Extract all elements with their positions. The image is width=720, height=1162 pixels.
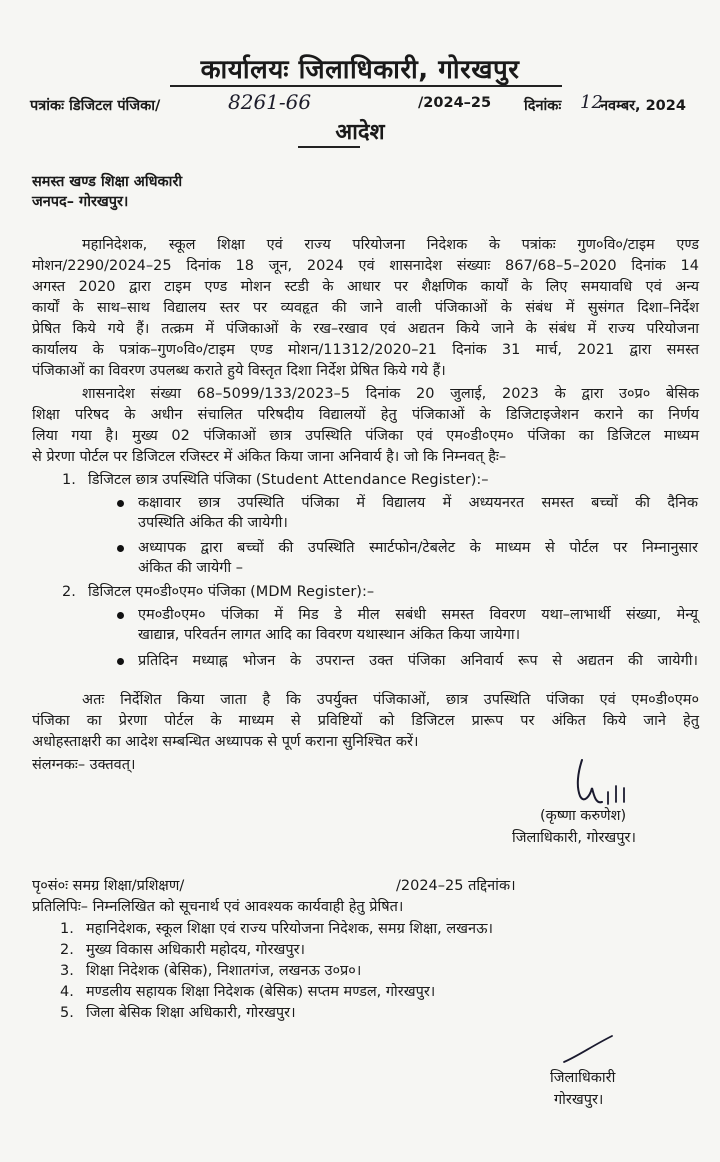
date-day-handwritten: 12	[580, 92, 603, 113]
recipient-text: मुख्य विकास अधिकारी महोदय, गोरखपुर।	[86, 942, 306, 958]
recipient-number: 2.	[60, 942, 74, 958]
reference-year: /2024–25	[418, 95, 492, 111]
signatory-designation: जिलाधिकारी, गोरखपुर।	[512, 830, 636, 846]
item-1-title: डिजिटल छात्र उपस्थिति पंजिका (Student Attendance Register):–	[88, 472, 489, 488]
paragraph-3-line: अतः निर्देशित किया जाता है कि उपर्युक्त पंजिकाओं, छात्र उपस्थिति पंजिका एवं एम०डी०एम०	[82, 692, 699, 708]
paragraph-3-line: पंजिका का प्रेरणा पोर्टल के माध्यम से प्रविष्टियों को डिजिटल प्रारूप पर अंकित किये जाने हेतु	[32, 713, 699, 729]
paragraph-1-line: कार्यों के साथ–साथ विद्यालय स्तर पर व्यवहृत की जाने वाली पंजिकाओं के संबंध में सुसंगत दिशा–निर्देश	[32, 300, 699, 316]
paragraph-3-line: अधोहस्ताक्षरी का आदेश सम्बन्धित अध्यापक से पूर्ण कराना सुनिश्चित करें।	[32, 734, 419, 750]
office-title: कार्यालयः जिलाधिकारी, गोरखपुर	[200, 55, 520, 85]
bullet-dot	[117, 658, 124, 665]
paragraph-2-line: शासनादेश संख्या 68–5099/133/2023–5 दिनांक 20 जुलाई, 2023 के द्वारा उ०प्र० बेसिक	[82, 386, 699, 402]
date-label: दिनांकः	[524, 98, 562, 114]
bullet-dot	[117, 612, 124, 619]
title-underline	[170, 85, 562, 87]
item-1-number: 1.	[62, 472, 76, 488]
endorsement-signature-mark	[560, 1032, 620, 1068]
endorsement-reference-label: पृ०सं०ः समग्र शिक्षा/प्रशिक्षण/	[32, 878, 185, 894]
endorsement-signatory-designation: जिलाधिकारी	[550, 1070, 616, 1086]
signature-mark	[568, 752, 648, 812]
recipient-text: शिक्षा निदेशक (बेसिक), निशातगंज, लखनऊ उ०प्र०।	[86, 963, 362, 979]
signatory-name: (कृष्णा करुणेश)	[540, 808, 627, 824]
paragraph-1-line: महानिदेशक, स्कूल शिक्षा एवं राज्य परियोजना निदेशक के पत्रांकः गुण०वि०/टाइम एण्ड	[82, 237, 699, 253]
item-1-bullet-1-line: कक्षावार छात्र उपस्थिति पंजिका में विद्यालय में अध्ययनरत समस्त बच्चों की दैनिक	[138, 495, 698, 511]
recipient-text: जिला बेसिक शिक्षा अधिकारी, गोरखपुर।	[86, 1005, 296, 1021]
addressee-line-1: समस्त खण्ड शिक्षा अधिकारी	[32, 174, 183, 190]
recipient-number: 3.	[60, 963, 74, 979]
item-2-bullet-2-line: प्रतिदिन मध्याह्न भोजन के उपरान्त उक्त पंजिका अनिवार्य रूप से अद्यतन की जायेगी।	[138, 653, 698, 669]
date-month-year: नवम्बर, 2024	[600, 98, 686, 114]
recipient-number: 4.	[60, 984, 74, 1000]
recipient-number: 1.	[60, 921, 74, 937]
paragraph-1-line: प्रेषित किये गये हैं। तत्क्रम में पंजिकाओं के रख–रखाव एवं अद्यतन किये जाने के संबंध में राज्य परियोजना	[32, 321, 699, 337]
recipient-number: 5.	[60, 1005, 74, 1021]
paragraph-1-line: अगस्त 2020 द्वारा टाइम एण्ड मोशन स्टडी के आधार पर शैक्षणिक कार्यों के लिए समयावधि एवं अन्य	[32, 279, 699, 295]
paragraph-1-line: कार्यालय के पत्रांक–गुण०वि०/टाइम एण्ड मोशन/11312/2020–21 दिनांक 31 मार्च, 2021 द्वारा समस्त	[32, 342, 699, 358]
addressee-line-2: जनपद– गोरखपुर।	[32, 194, 129, 210]
item-1-bullet-1-line: उपस्थिति अंकित की जायेगी।	[138, 515, 288, 531]
item-2-number: 2.	[62, 584, 76, 600]
paragraph-2-line: से प्रेरणा पोर्टल पर डिजिटल रजिस्टर में अंकित किया जाना अनिवार्य है। जो कि निम्नवत् हैः–	[32, 449, 507, 465]
endorsement-reference-year: /2024–25 तद्दिनांक।	[396, 878, 516, 894]
reference-label: पत्रांकः डिजिटल पंजिका/	[30, 98, 161, 114]
item-1-bullet-2-line: अध्यापक द्वारा बच्चों की उपस्थिति स्मार्टफोन/टेबलेट के माध्यम से पोर्टल पर निम्नानुसार	[138, 540, 698, 556]
enclosure-note: संलग्नकः– उक्तवत्।	[32, 757, 136, 773]
reference-number-handwritten: 8261-66	[228, 90, 312, 114]
item-2-bullet-1-line: एम०डी०एम० पंजिका में मिड डे मील सबंधी समस्त विवरण यथा–लाभार्थी संख्या, मेन्यू	[138, 607, 698, 623]
recipient-text: मण्डलीय सहायक शिक्षा निदेशक (बेसिक) सप्तम मण्डल, गोरखपुर।	[86, 984, 436, 1000]
order-heading: आदेश	[335, 120, 385, 145]
recipient-text: महानिदेशक, स्कूल शिक्षा एवं राज्य परियोजना निदेशक, समग्र शिक्षा, लखनऊ।	[86, 921, 493, 937]
bullet-dot	[117, 500, 124, 507]
bullet-dot	[117, 545, 124, 552]
item-2-bullet-1-line: खाद्यान्न, परिवर्तन लागत आदि का विवरण यथास्थान अंकित किया जायेगा।	[138, 627, 521, 643]
copy-to-intro: प्रतिलिपिः– निम्नलिखित को सूचनार्थ एवं आवश्यक कार्यवाही हेतु प्रेषित।	[32, 899, 404, 915]
endorsement-signatory-location: गोरखपुर।	[554, 1092, 604, 1108]
item-1-bullet-2-line: अंकित की जायेगी –	[138, 560, 244, 576]
paragraph-2-line: शिक्षा परिषद के अधीन संचालित परिषदीय विद्यालयों हेतु पंजिकाओं के डिजिटाइजेशन कराने का निर्णय	[32, 407, 699, 423]
order-heading-underline	[298, 146, 360, 148]
paragraph-1-line: मोशन/2290/2024–25 दिनांक 18 जून, 2024 एवं शासनादेश संख्याः 867/68–5–2020 दिनांक 14	[32, 258, 699, 274]
item-2-title: डिजिटल एम०डी०एम० पंजिका (MDM Register):–	[88, 584, 375, 600]
paragraph-2-line: लिया गया है। मुख्य 02 पंजिकाओं छात्र उपस्थिति पंजिका एवं एम०डी०एम० पंजिका का डिजिटल माध्यम	[32, 428, 699, 444]
paragraph-1-line: पंजिकाओं का विवरण उपलब्ध कराते हुये विस्तृत दिशा निर्देश प्रेषित किये गये हैं।	[32, 363, 446, 379]
